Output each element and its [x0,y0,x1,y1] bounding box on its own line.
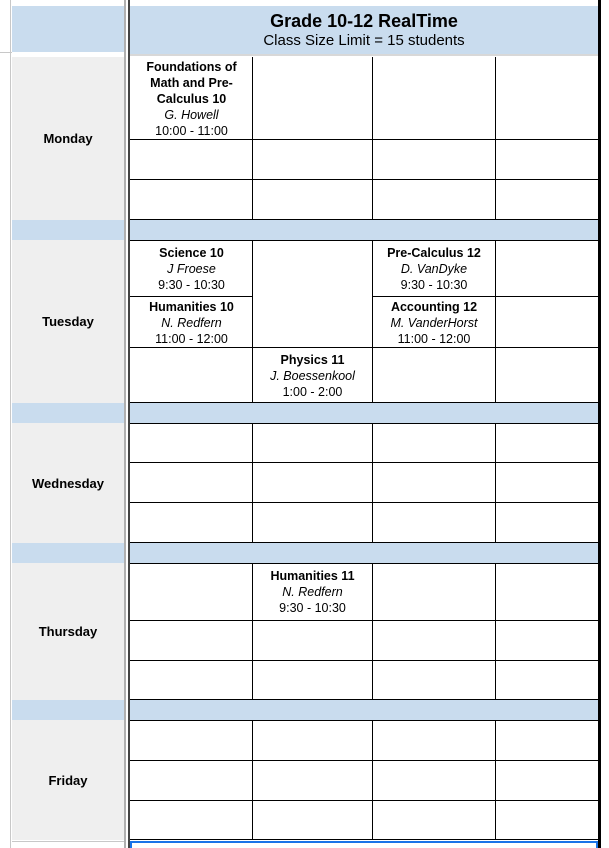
course-cell[interactable] [131,59,252,139]
course-teacher: G. Howell [164,108,219,122]
grid-line [130,402,598,403]
course-title: Accounting 12 [390,300,478,314]
grid-line [130,760,598,761]
grid-line [130,347,598,348]
course-teacher: M. VanderHorst [390,316,478,330]
grid-line [130,423,598,424]
cell-selection[interactable] [130,841,598,848]
grid-line [130,800,598,801]
course-title: Physics 11 [280,353,345,367]
course-title: Pre-Calculus 12 [387,246,481,260]
course-time: 11:00 - 12:00 [155,332,228,346]
day-monday[interactable]: Monday [12,57,124,220]
grid-line [130,620,598,621]
grid-line [372,563,373,700]
sheet-subtitle[interactable]: Class Size Limit = 15 students [263,32,465,49]
course-title: Humanities 10 [149,300,234,314]
day-separator [12,700,124,720]
course-title: Science 10 [159,246,224,260]
course-teacher: N. Redfern [282,585,343,599]
grid-line [372,57,373,220]
day-thursday[interactable]: Thursday [12,563,124,700]
sheet-title[interactable]: Grade 10-12 RealTime [270,11,458,31]
grid-line [130,219,598,220]
header-rule [130,54,598,56]
grid-line [130,462,598,463]
course-cell[interactable] [253,352,372,400]
course-title: Foundations of Math and Pre-Calculus 10 [146,60,237,106]
grid-line [130,240,598,241]
course-teacher: N. Redfern [161,316,222,330]
day-separator [12,543,124,563]
day-friday[interactable]: Friday [12,720,124,840]
right-border [598,0,601,848]
course-time: 11:00 - 12:00 [397,332,471,346]
grid-separator [130,700,598,720]
grid-line [495,720,496,840]
grid-separator [130,543,598,563]
day-tuesday[interactable]: Tuesday [12,240,124,403]
grid-line [130,542,598,543]
course-time: 1:00 - 2:00 [282,385,343,399]
column-divider [124,0,126,848]
course-cell[interactable] [373,245,495,293]
grid-line [252,57,253,220]
grid-line [130,699,598,700]
grid-line [130,720,598,721]
grid-line [252,423,253,543]
sheet-gutter-line [0,52,12,53]
day-separator [12,220,124,240]
grid-line [130,179,598,180]
course-teacher: D. VanDyke [400,262,468,276]
grid-line [495,563,496,700]
course-time: 9:30 - 10:30 [158,278,225,292]
sheet-gutter-line [10,0,11,848]
grid-line [130,660,598,661]
course-time: 10:00 - 11:00 [155,124,228,138]
course-cell[interactable] [131,245,252,293]
grid-line [130,502,598,503]
grid-line [130,839,598,840]
grid-line [372,423,373,543]
grid-separator [130,403,598,423]
course-time: 9:30 - 10:30 [279,601,346,615]
day-wednesday[interactable]: Wednesday [12,423,124,543]
course-cell[interactable] [253,568,372,616]
course-teacher: J Froese [167,262,216,276]
sheet-row-line [12,841,124,842]
grid-line [372,720,373,840]
grid-line [495,240,496,403]
grid-separator [130,220,598,240]
grid-line [372,296,598,297]
course-teacher: J. Boessenkool [270,369,355,383]
grid-line [252,720,253,840]
day-separator [12,403,124,423]
grid-line [130,139,598,140]
grid-line [130,563,598,564]
header-band-left [12,6,124,52]
grid-line [495,57,496,220]
course-time: 9:30 - 10:30 [400,278,468,292]
course-cell[interactable] [131,299,252,347]
course-title: Humanities 11 [270,569,355,583]
grid-line [495,423,496,543]
grid-line [130,296,252,297]
course-cell[interactable] [373,299,495,347]
